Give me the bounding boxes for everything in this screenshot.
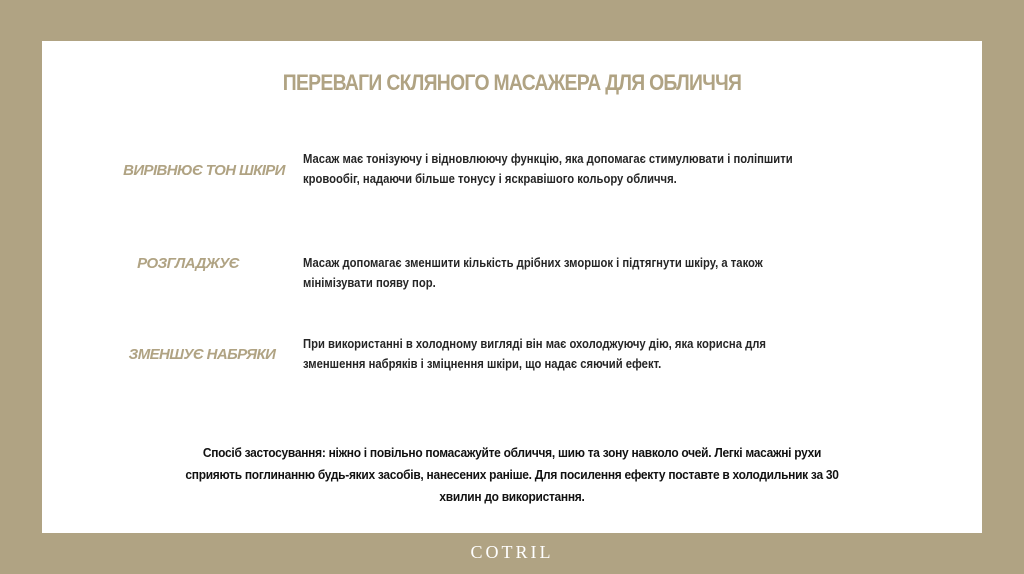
benefit-label: ЗМЕНШУЄ НАБРЯКИ [128, 346, 276, 363]
usage-instructions: Спосіб застосування: ніжно і повільно помасажуйте обличчя, шию та зону навколо очей. Легкі масажні рухи сприяють поглинанню будь-яких засобів, нанесених раніше. Для посилення ефекту поставте в холодильник за 30 хвилин до використання. [185, 445, 839, 504]
benefit-description: Масаж має тонізуючу і відновлюючу функцію, яка допомагає стимулювати і поліпшити кровообіг, надаючи більше тонусу і яскравішого кольору обличчя. [303, 152, 793, 186]
slide-title: ПЕРЕВАГИ СКЛЯНОГО МАСАЖЕРА ДЛЯ ОБЛИЧЧЯ [282, 70, 742, 95]
benefit-label: РОЗГЛАДЖУЄ [137, 255, 239, 272]
brand-logo: COTRIL [470, 542, 554, 562]
benefit-description: При використанні в холодному вигляді він має охолоджуючу дію, яка корисна для зменшення набряків і зміцнення шкіри, що надає сяючий ефект. [303, 337, 766, 371]
benefit-label: ВИРІВНЮЄ ТОН ШКІРИ [123, 162, 285, 179]
benefit-description: Масаж допомагає зменшити кількість дрібних зморшок і підтягнути шкіру, а також мінімізувати появу пор. [303, 256, 763, 290]
